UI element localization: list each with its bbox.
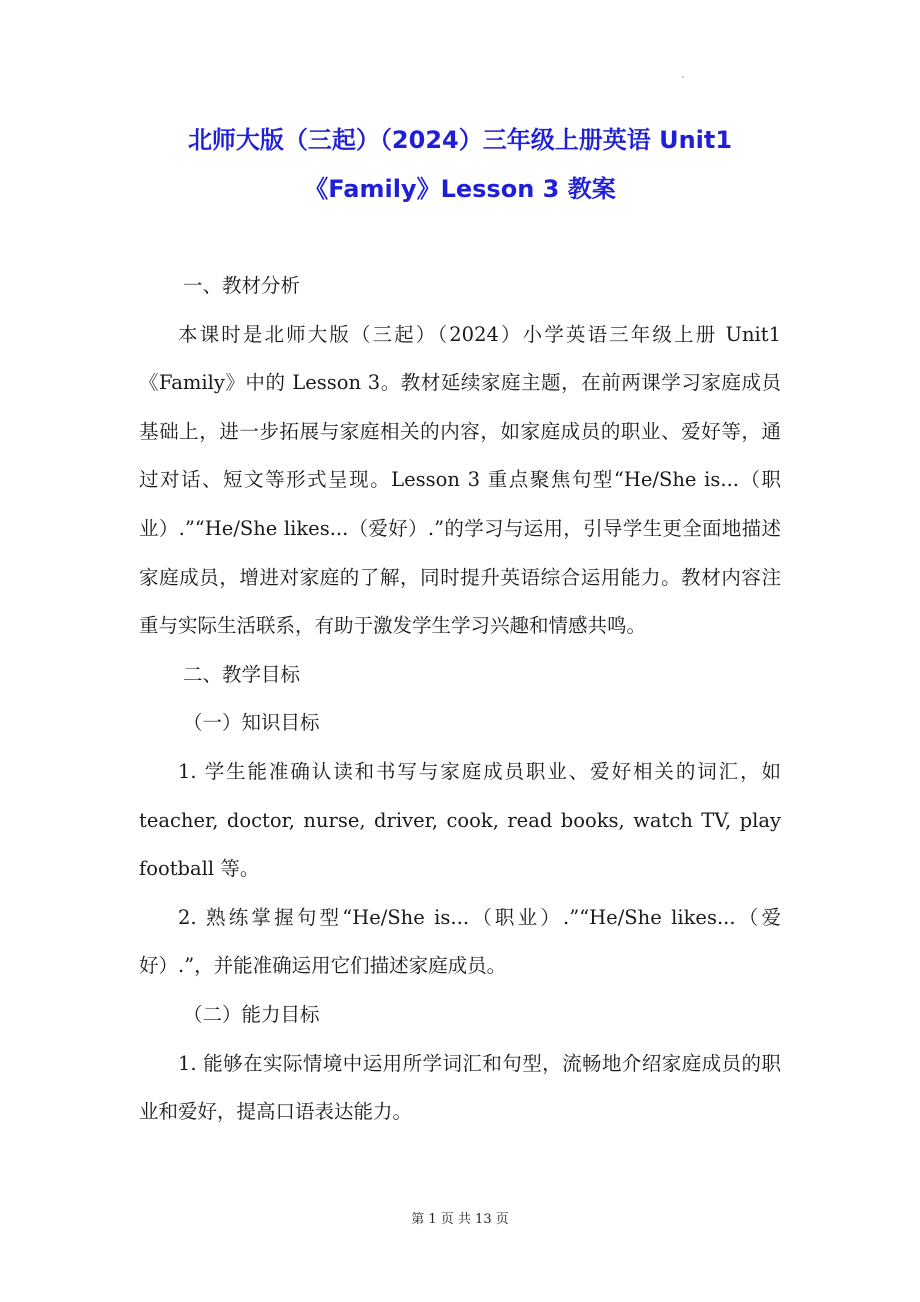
scan-dot xyxy=(682,76,684,78)
knowledge-goal-item-2: 2. 熟练掌握句型“He/She is...（职业）.”“He/She likes...（爱好）.”，并能准确运用它们描述家庭成员。 xyxy=(139,905,781,978)
section-heading-2: 二、教学目标 xyxy=(183,662,301,686)
document-title-line2: 《Family》Lesson 3 教案 xyxy=(304,175,616,203)
knowledge-goal-item-1: 1. 学生能准确认读和书写与家庭成员职业、爱好相关的词汇，如 teacher, doctor, nurse, driver, cook, read books, watch TV, play football 等。 xyxy=(139,759,781,881)
document-body xyxy=(139,262,781,1137)
section-1-paragraph: 本课时是北师大版（三起）（2024）小学英语三年级上册 Unit1《Family》中的 Lesson 3。教材延续家庭主题，在前两课学习家庭成员基础上，进一步拓展与家庭相关的内容，如家庭成员的职业、爱好等，通过对话、短文等形式呈现。Lesson 3 重点聚焦句型“He/She is...（职业）.”“He/She likes...（爱好）.”的学习与运用，引导学生更全面地描述家庭成员，增进对家庭的了解，同时提升英语综合运用能力。教材内容注重与实际生活联系，有助于激发学生学习兴趣和情感共鸣。 xyxy=(139,322,781,638)
section-heading-1: 一、教材分析 xyxy=(183,274,301,297)
subsection-ability-goals: （二）能力目标 xyxy=(183,1002,320,1026)
page-footer: 第 1 页 共 13 页 xyxy=(411,1212,509,1227)
subsection-knowledge-goals: （一）知识目标 xyxy=(183,711,320,735)
ability-goal-item-1: 1. 能够在实际情境中运用所学词汇和句型，流畅地介绍家庭成员的职业和爱好，提高口语表达能力。 xyxy=(139,1051,781,1124)
document-title-line1: 北师大版（三起）（2024）三年级上册英语 Unit1 xyxy=(187,126,733,154)
